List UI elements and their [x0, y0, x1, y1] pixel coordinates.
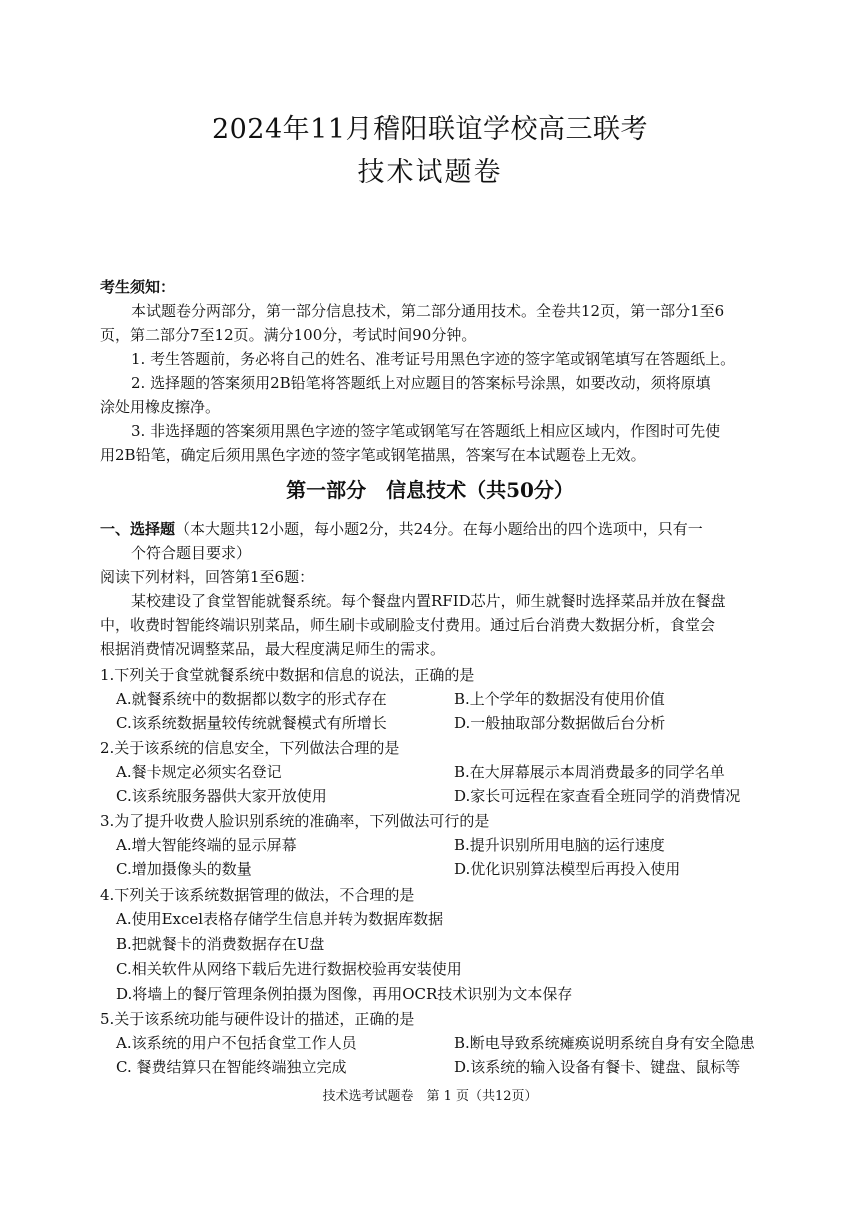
question-1-option-b: B.上个学年的数据没有使用价值 — [454, 690, 665, 708]
question-2-option-d: D.家长可远程在家查看全班同学的消费情况 — [454, 787, 741, 805]
question-1-option-a: A.就餐系统中的数据都以数字的形式存在 — [116, 690, 387, 708]
part1-desc-1: （本大题共12小题，每小题2分，共24分。在每小题给出的四个选项中，只有一 — [175, 520, 703, 538]
part1-heading — [100, 518, 703, 540]
material-line-3: 根据消费情况调整菜品，最大程度满足师生的需求。 — [100, 640, 446, 658]
question-3-option-c: C.增加摄像头的数量 — [116, 860, 252, 878]
notice-heading: 考生须知： — [100, 278, 176, 296]
material-line-1: 某校建设了食堂智能就餐系统。每个餐盘内置RFID芯片，师生就餐时选择菜品并放在餐盘 — [131, 592, 726, 610]
question-1-option-c: C.该系统数据量较传统就餐模式有所增长 — [116, 714, 387, 732]
question-2-option-c: C.该系统服务器供大家开放使用 — [116, 787, 327, 805]
notice-rule-2-line-2: 涂处用橡皮擦净。 — [100, 398, 221, 416]
question-3-option-b: B.提升识别所用电脑的运行速度 — [454, 836, 665, 854]
exam-subtitle: 技术试题卷 — [357, 157, 503, 188]
page-footer: 技术选考试题卷 第 1 页（共12页） — [322, 1089, 538, 1104]
notice-rule-3-line-2: 用2B铅笔，确定后须用黑色字迹的签字笔或钢笔描黑，答案写在本试题卷上无效。 — [100, 446, 646, 464]
question-4-option-b: B.把就餐卡的消费数据存在U盘 — [116, 935, 325, 953]
question-2-stem: 2.关于该系统的信息安全，下列做法合理的是 — [100, 739, 400, 757]
part1-label: 一、选择题 — [100, 520, 176, 538]
notice-intro-line-2: 页，第二部分7至12页。满分100分，考试时间90分钟。 — [100, 326, 477, 344]
question-5-option-c: C. 餐费结算只在智能终端独立完成 — [116, 1058, 347, 1076]
question-4-option-a: A.使用Excel表格存储学生信息并转为数据库数据 — [116, 910, 444, 928]
question-5-option-a: A.该系统的用户不包括食堂工作人员 — [116, 1034, 357, 1052]
part1-desc-2: 个符合题目要求） — [131, 544, 252, 562]
question-3-option-a: A.增大智能终端的显示屏幕 — [116, 836, 297, 854]
question-3-option-d: D.优化识别算法模型后再投入使用 — [454, 860, 681, 878]
question-4-option-c: C.相关软件从网络下载后先进行数据校验再安装使用 — [116, 960, 462, 978]
question-5-option-b: B.断电导致系统瘫痪说明系统自身有安全隐患 — [454, 1034, 755, 1052]
question-3-stem: 3.为了提升收费人脸识别系统的准确率，下列做法可行的是 — [100, 812, 490, 830]
notice-rule-1: 1. 考生答题前，务必将自己的姓名、准考证号用黑色字迹的签字笔或钢笔填写在答题纸上。 — [131, 350, 736, 368]
reading-instruction: 阅读下列材料，回答第1至6题： — [100, 568, 315, 586]
notice-rule-2-line-1: 2. 选择题的答案须用2B铅笔将答题纸上对应题目的答案标号涂黑，如要改动，须将原填 — [131, 374, 711, 392]
exam-title: 2024年11月稽阳联谊学校高三联考 — [211, 114, 649, 145]
question-2-option-b: B.在大屏幕展示本周消费最多的同学名单 — [454, 763, 725, 781]
question-5-option-d: D.该系统的输入设备有餐卡、键盘、鼠标等 — [454, 1058, 741, 1076]
question-4-stem: 4.下列关于该系统数据管理的做法，不合理的是 — [100, 886, 415, 904]
question-2-option-a: A.餐卡规定必须实名登记 — [116, 763, 282, 781]
notice-rule-3-line-1: 3. 非选择题的答案须用黑色字迹的签字笔或钢笔写在答题纸上相应区域内，作图时可先使 — [131, 422, 721, 440]
section-title: 第一部分 信息技术（共50分） — [286, 478, 574, 502]
question-1-option-d: D.一般抽取部分数据做后台分析 — [454, 714, 666, 732]
question-5-stem: 5.关于该系统功能与硬件设计的描述，正确的是 — [100, 1010, 415, 1028]
notice-intro-line-1: 本试题卷分两部分，第一部分信息技术，第二部分通用技术。全卷共12页，第一部分1至6 — [131, 302, 725, 320]
question-4-option-d: D.将墙上的餐厅管理条例拍摄为图像，再用OCR技术识别为文本保存 — [116, 985, 573, 1003]
question-1-stem: 1.下列关于食堂就餐系统中数据和信息的说法，正确的是 — [100, 666, 475, 684]
material-line-2: 中，收费时智能终端识别菜品，师生刷卡或刷脸支付费用。通过后台消费大数据分析，食堂会 — [100, 616, 716, 634]
